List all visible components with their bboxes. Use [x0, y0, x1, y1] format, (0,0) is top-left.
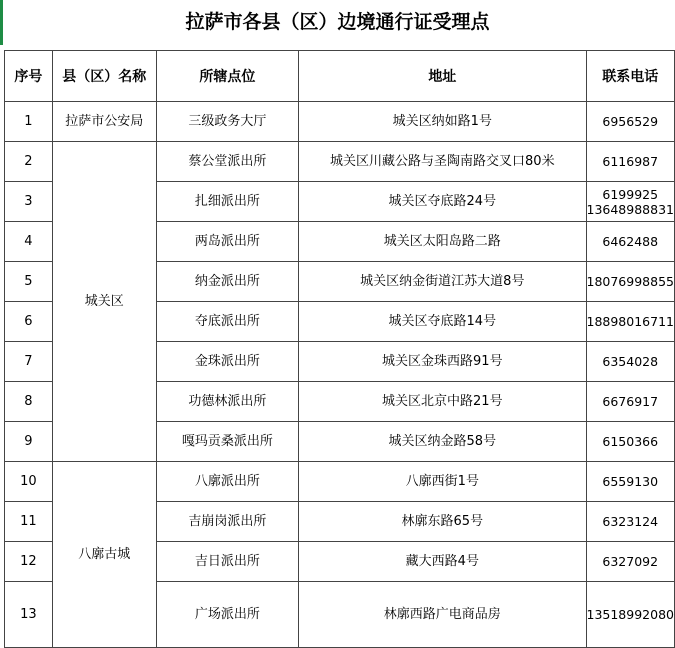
- table-header-row: [5, 51, 675, 102]
- station-cell: 扎细派出所: [156, 182, 299, 222]
- row-no: 7: [5, 342, 53, 382]
- address-cell: 城关区北京中路21号: [299, 382, 586, 422]
- address-cell: 城关区金珠西路91号: [299, 342, 586, 382]
- station-cell: 蔡公堂派出所: [156, 142, 299, 182]
- phone-cell: 6462488: [586, 222, 675, 262]
- address-cell: 林廓西路广电商品房: [299, 582, 586, 648]
- station-cell: 纳金派出所: [156, 262, 299, 302]
- phone-cell: 6956529: [586, 102, 675, 142]
- row-no: 11: [5, 502, 53, 542]
- row-no: 4: [5, 222, 53, 262]
- phone-cell: 18898016711: [586, 302, 675, 342]
- header-station: 所辖点位: [156, 51, 299, 102]
- station-cell: 吉崩岗派出所: [156, 502, 299, 542]
- station-cell: 八廓派出所: [156, 462, 299, 502]
- station-cell: 嘎玛贡桑派出所: [156, 422, 299, 462]
- table-row: [5, 102, 675, 142]
- row-no: 13: [5, 582, 53, 648]
- header-phone: 联系电话: [586, 51, 675, 102]
- phone-cell: 6354028: [586, 342, 675, 382]
- address-cell: 城关区纳金街道江苏大道8号: [299, 262, 586, 302]
- table-row: [5, 142, 675, 182]
- station-cell: 夺底派出所: [156, 302, 299, 342]
- row-no: 9: [5, 422, 53, 462]
- address-cell: 城关区夺底路24号: [299, 182, 586, 222]
- address-cell: 林廓东路65号: [299, 502, 586, 542]
- header-address: 地址: [299, 51, 586, 102]
- row-no: 12: [5, 542, 53, 582]
- county-cell: 八廓古城: [52, 462, 156, 648]
- phone-cell: 6327092: [586, 542, 675, 582]
- address-cell: 城关区夺底路14号: [299, 302, 586, 342]
- header-county: 县（区）名称: [52, 51, 156, 102]
- address-cell: 城关区太阳岛路二路: [299, 222, 586, 262]
- police-station-table: [4, 50, 675, 648]
- station-cell: 金珠派出所: [156, 342, 299, 382]
- county-cell: 拉萨市公安局: [52, 102, 156, 142]
- address-cell: 城关区纳金路58号: [299, 422, 586, 462]
- row-no: 6: [5, 302, 53, 342]
- county-cell: 城关区: [52, 142, 156, 462]
- header-no: 序号: [5, 51, 53, 102]
- station-cell: 广场派出所: [156, 582, 299, 648]
- row-no: 1: [5, 102, 53, 142]
- phone-cell: 6323124: [586, 502, 675, 542]
- phone-line-2: 13648988831: [586, 201, 674, 217]
- row-no: 3: [5, 182, 53, 222]
- station-cell: 三级政务大厅: [156, 102, 299, 142]
- row-no: 8: [5, 382, 53, 422]
- address-cell: 八廓西街1号: [299, 462, 586, 502]
- phone-cell: 6116987: [586, 142, 675, 182]
- station-cell: 功德林派出所: [156, 382, 299, 422]
- address-cell: 城关区纳如路1号: [299, 102, 586, 142]
- phone-line-1: 6199925: [602, 186, 659, 202]
- station-cell: 吉日派出所: [156, 542, 299, 582]
- address-cell: 藏大西路4号: [299, 542, 586, 582]
- page-title: 拉萨市各县（区）边境通行证受理点: [185, 11, 490, 33]
- address-cell: 城关区川藏公路与圣陶南路交叉口80米: [299, 142, 586, 182]
- row-no: 2: [5, 142, 53, 182]
- phone-cell: 6150366: [586, 422, 675, 462]
- phone-cell: 6559130: [586, 462, 675, 502]
- phone-cell: 18076998855: [586, 262, 675, 302]
- phone-cell: 6676917: [586, 382, 675, 422]
- phone-cell: 13518992080: [586, 582, 675, 648]
- phone-cell: [586, 182, 675, 222]
- row-no: 10: [5, 462, 53, 502]
- row-no: 5: [5, 262, 53, 302]
- table-row: [5, 462, 675, 502]
- station-cell: 两岛派出所: [156, 222, 299, 262]
